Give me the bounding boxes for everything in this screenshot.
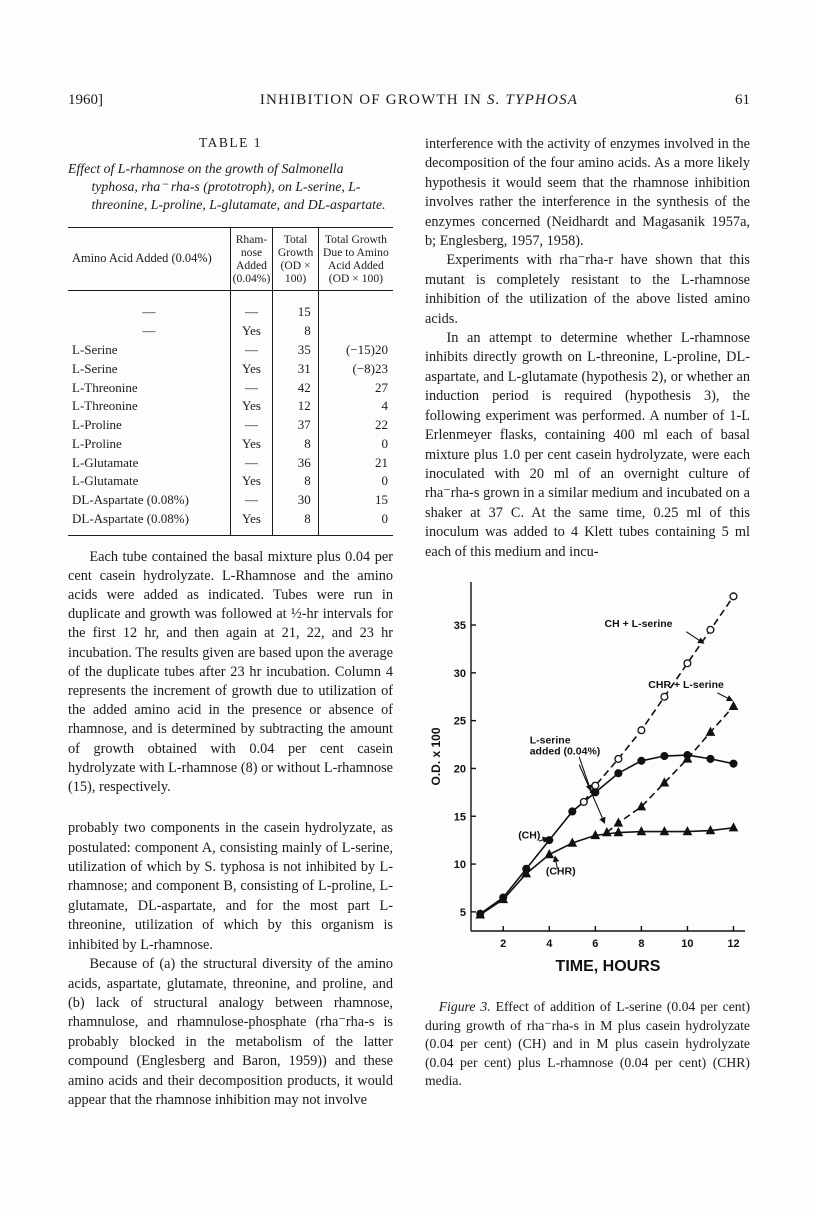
svg-text:5: 5 <box>459 906 466 919</box>
table-row <box>68 491 393 510</box>
table-cell: — <box>230 340 273 359</box>
table-row <box>68 397 393 416</box>
figure-caption-label: Figure 3. <box>438 998 491 1014</box>
svg-text:(CHR): (CHR) <box>545 865 576 878</box>
svg-text:10: 10 <box>453 859 466 872</box>
table-cell: 12 <box>273 397 318 416</box>
figure-3 <box>429 578 750 988</box>
svg-text:(CH): (CH) <box>518 829 541 842</box>
col-header-amino-acid: Amino Acid Added (0.04%) <box>68 227 230 291</box>
table-cell: — <box>142 323 156 339</box>
table-body <box>68 291 393 535</box>
svg-text:10: 10 <box>681 937 694 950</box>
col-header-rhamnose: Rham-nose Added (0.04%) <box>230 227 273 291</box>
table-cell: — <box>230 453 273 472</box>
table-cell: 30 <box>273 491 318 510</box>
svg-text:CH + L-serine: CH + L-serine <box>604 617 673 630</box>
svg-text:12: 12 <box>727 937 740 950</box>
table-cell: Yes <box>230 322 273 341</box>
svg-text:25: 25 <box>453 715 466 728</box>
svg-text:CHR + L-serine: CHR + L-serine <box>648 679 724 692</box>
table-cell: DL-Aspartate (0.08%) <box>72 511 189 527</box>
paragraph-because: Because of (a) the structural diversity of the amino acids, aspartate, glutamate, threonine, and proline, and (b) lack of structural analogy between rhamnose, rhamnulose, and rhamnulose-phosphate (rha⁻rha-s is probably blocked in the metabolism of the latter compound (Englesberg and Baron, 1959)) and these amino acids and their decomposition products, it would appear that the rhamnose inhibition may not involve <box>68 956 393 1108</box>
table-cell: — <box>230 416 273 435</box>
svg-text:8: 8 <box>638 937 645 950</box>
table-cell: 37 <box>273 416 318 435</box>
table-cell: — <box>230 291 273 322</box>
table-cell: — <box>230 491 273 510</box>
page-header <box>68 92 750 109</box>
table-cell: Yes <box>230 359 273 378</box>
table-cell: L-Glutamate <box>72 473 139 489</box>
table-cell: 8 <box>273 434 318 453</box>
table-cell: Yes <box>230 397 273 416</box>
running-title <box>260 92 578 109</box>
paragraph-attempt: In an attempt to determine whether L-rhamnose inhibits directly growth on L-threonine, L-proline, DL-aspartate, and L-glutamate (hypothesis 2), or whether an induction period is required (hypothesis 3), the following experiment was performed. A number of 1-L Erlenmeyer flasks, containing 400 ml each of basal mixture plus 1.0 per cent casein hydrolyzate, were each inoculated with 20 ml of an overnight culture of rha⁻rha-s grown in a similar medium and incubated on a shaker at 37 C. At the same time, 0.25 ml of this inoculum was added to 4 Klett tubes containing 5 ml each of this medium and incu- <box>425 330 750 560</box>
table-row <box>68 509 393 535</box>
table-cell: 15 <box>318 491 393 510</box>
table-caption: Effect of L-rhamnose on the growth of Salmonella typhosa, rha⁻ rha-s (prototroph), on L-serine, L-threonine, L-proline, L-glutamate, and DL-aspartate. <box>68 161 386 213</box>
col-header-growth-due: Total Growth Due to Amino Acid Added (OD × 100) <box>318 227 393 291</box>
table-row <box>68 291 393 322</box>
table-cell: Yes <box>230 434 273 453</box>
results-table <box>68 227 393 536</box>
table-cell: 22 <box>318 416 393 435</box>
running-title-italic: S. TYPHOSA <box>486 92 579 108</box>
table-footnote: Each tube contained the basal mixture plus 0.04 per cent casein hydrolyzate. L-Rhamnose and the amino acids were added as indicated. Tubes were run in duplicate and growth was followed at ½-hr intervals for the first 12 hr, and then again at 21, 22, and 23 hr incubation. The results given are based upon the average of the duplicate tubes after 23 hr incubation. Column 4 represents the increment of growth due to utilization of the added amino acid in the presence or absence of rhamnose, and is determined by subtracting the amount of growth obtained with 0.04 per cent casein hydrolyzate with L-rhamnose (8) or without L-rhamnose (15), respectively. <box>68 548 393 796</box>
table-row <box>68 416 393 435</box>
paragraph-interference: interference with the activity of enzymes involved in the decomposition of the four amino acids. As a more likely hypothesis it would seem that the rhamnose inhibition involves rather the interference in the synthesis of the enzymes concerned (Neidhardt and Magasanik 1957a, b; Englesberg, 1957, 1958). <box>425 136 750 250</box>
table-cell: 35 <box>273 340 318 359</box>
table-cell <box>318 322 393 341</box>
table-cell <box>318 291 393 322</box>
table-cell: L-Serine <box>72 341 118 357</box>
left-column <box>68 135 393 1110</box>
table-header <box>68 227 393 291</box>
table-cell: Yes <box>230 472 273 491</box>
table-cell: 0 <box>318 509 393 535</box>
svg-text:30: 30 <box>453 667 466 680</box>
table-cell: L-Glutamate <box>72 454 139 470</box>
svg-text:TIME, HOURS: TIME, HOURS <box>555 957 661 975</box>
svg-text:35: 35 <box>453 619 466 632</box>
table-cell: 8 <box>273 509 318 535</box>
paragraph-components: probably two components in the casein hydrolyzate, as postulated: component A, consisting mainly of L-serine, utilization of which by S. typhosa is not inhibited by L-rhamnose; and component B, consisting of L-proline, L-glutamate, DL-aspartate, and for the most part L-threonine, utilization of which by this organism is inhibited by L-rhamnose. <box>68 820 393 953</box>
table-label: TABLE 1 <box>198 135 263 150</box>
table-cell: 27 <box>318 378 393 397</box>
table-cell: 15 <box>273 291 318 322</box>
table-cell: 0 <box>318 472 393 491</box>
table-cell: 31 <box>273 359 318 378</box>
two-column-body <box>68 135 750 1110</box>
table-row <box>68 434 393 453</box>
table-cell: (−8)23 <box>318 359 393 378</box>
table-cell: L-Threonine <box>72 398 138 414</box>
svg-text:O.D. x 100: O.D. x 100 <box>429 727 443 786</box>
table-cell: DL-Aspartate (0.08%) <box>72 492 189 508</box>
table-cell: Yes <box>230 509 273 535</box>
growth-chart-svg <box>429 578 751 983</box>
page-number: 61 <box>734 92 750 108</box>
col-header-total-growth: Total Growth (OD × 100) <box>273 227 318 291</box>
table-cell: L-Serine <box>72 360 118 376</box>
table-cell: L-Threonine <box>72 379 138 395</box>
table-cell: 4 <box>318 397 393 416</box>
table-cell: 8 <box>273 322 318 341</box>
table-cell: L-Proline <box>72 435 122 451</box>
table-row <box>68 472 393 491</box>
table-cell: L-Proline <box>72 417 122 433</box>
table-cell: 21 <box>318 453 393 472</box>
right-column <box>425 135 750 1091</box>
figure-caption <box>425 998 750 1091</box>
running-title-text: INHIBITION OF GROWTH IN <box>259 92 487 108</box>
svg-text:2: 2 <box>500 937 507 950</box>
table-row <box>68 378 393 397</box>
table-cell: 8 <box>273 472 318 491</box>
svg-text:15: 15 <box>453 811 466 824</box>
table-row <box>68 359 393 378</box>
table-cell: (−15)20 <box>318 340 393 359</box>
table-cell: — <box>230 378 273 397</box>
table-cell: 36 <box>273 453 318 472</box>
table-cell: — <box>142 304 156 320</box>
svg-text:6: 6 <box>592 937 599 950</box>
svg-text:L-serineadded (0.04%): L-serine added (0.04%) <box>529 734 601 758</box>
table-row <box>68 322 393 341</box>
table-row <box>68 453 393 472</box>
paragraph-experiments: Experiments with rha⁻rha-r have shown that this mutant is completely resistant to the L-rhamnose inhibition of the utilization of the above listed amino acids. <box>425 252 750 327</box>
figure-caption-text: Effect of addition of L-serine (0.04 per cent) during growth of rha⁻rha-s in M plus casein hydrolyzate (0.04 per cent) (CH) and in M plus casein hydrolyzate (0.04 per cent) plus L-rhamnose (0.04 per cent) (CHR) media. <box>425 998 751 1089</box>
header-year: 1960] <box>68 92 103 108</box>
table-cell: 42 <box>273 378 318 397</box>
svg-text:4: 4 <box>546 937 553 950</box>
table-cell: 0 <box>318 434 393 453</box>
table-row <box>68 340 393 359</box>
svg-text:20: 20 <box>453 763 466 776</box>
